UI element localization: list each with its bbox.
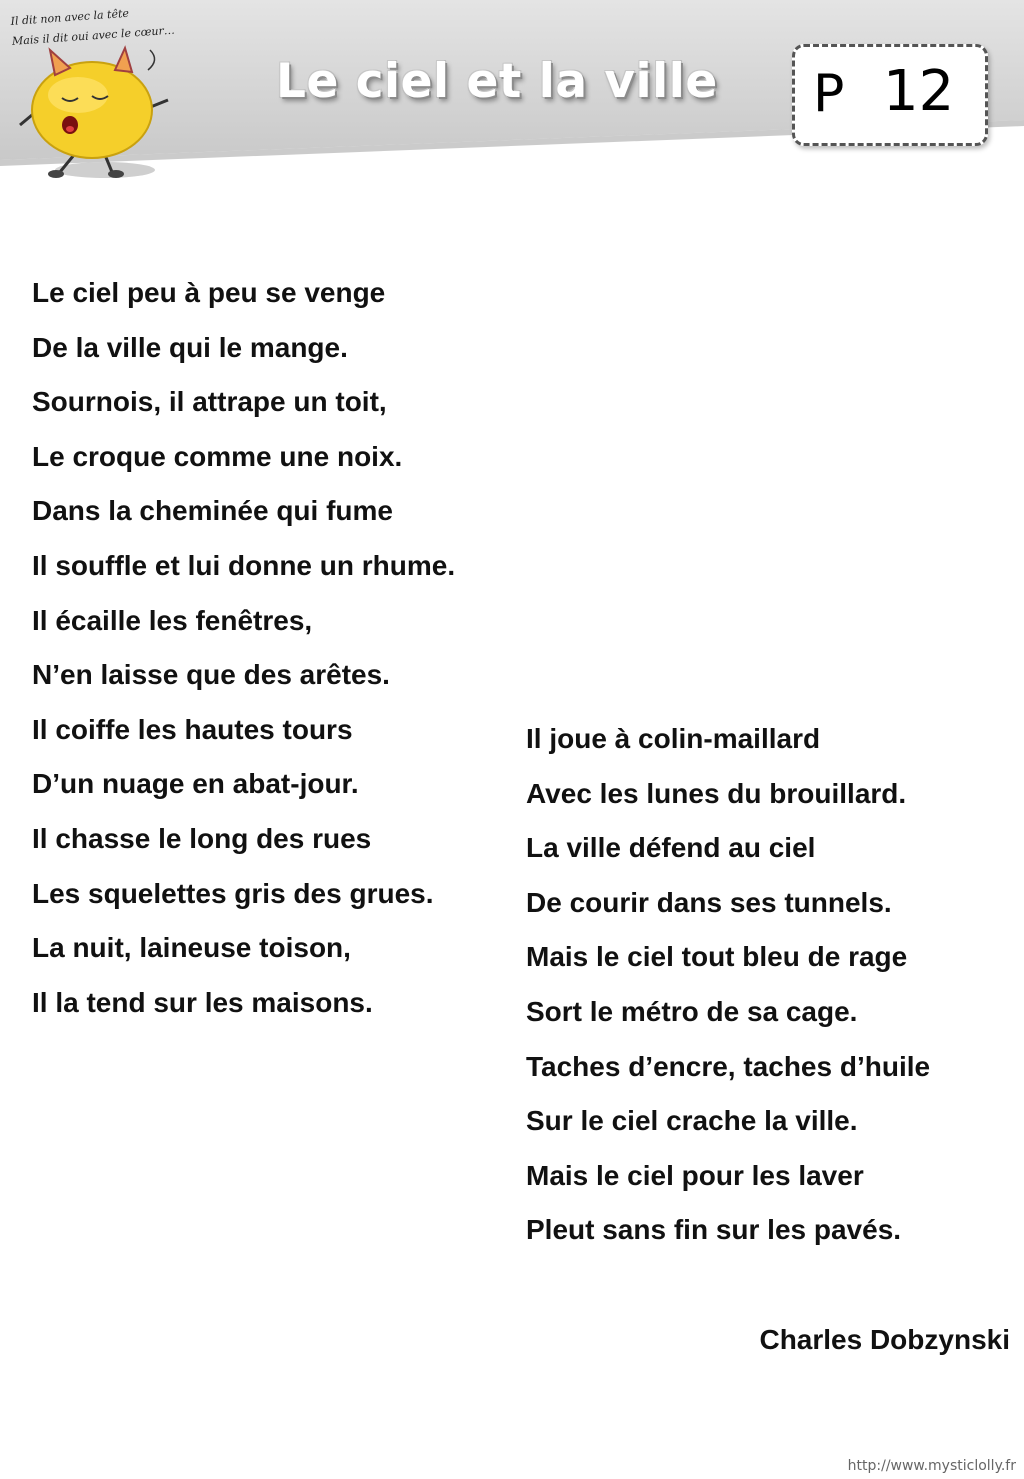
- poem-line: Pleut sans fin sur les pavés.: [526, 1214, 902, 1246]
- poem-left-column: [32, 266, 455, 1030]
- page-number: 12: [883, 59, 955, 124]
- poem-line: Le croque comme une noix.: [32, 440, 403, 472]
- poem-line: Il la tend sur les maisons.: [32, 986, 373, 1018]
- poem-line: N’en laisse que des arêtes.: [32, 659, 390, 691]
- poem-line: Il chasse le long des rues: [32, 822, 372, 854]
- poem-line: Mais le ciel pour les laver: [526, 1159, 864, 1191]
- poem-line: Dans la cheminée qui fume: [32, 495, 393, 527]
- poem-line: Avec les lunes du brouillard.: [526, 777, 907, 809]
- poem-line: Il écaille les fenêtres,: [32, 604, 313, 636]
- page-prefix: P: [813, 64, 845, 124]
- poem-right-column: [526, 712, 930, 1258]
- poem-line: Taches d’encre, taches d’huile: [526, 1050, 931, 1082]
- poem-line: Les squelettes gris des grues.: [32, 877, 434, 909]
- poem-line: Il coiffe les hautes tours: [32, 713, 353, 745]
- page-number-badge: [792, 44, 988, 146]
- page-title: Le ciel et la ville: [276, 54, 718, 109]
- poem-line: Mais le ciel tout bleu de rage: [526, 941, 908, 973]
- mascot-caption-line-2: Mais il dit oui avec le cœur…: [11, 23, 176, 48]
- poem-line: Il souffle et lui donne un rhume.: [32, 549, 456, 581]
- mascot: [0, 0, 200, 185]
- yellow-monster-mascot-icon: [0, 0, 200, 185]
- poem-line: Il joue à colin-maillard: [526, 723, 821, 754]
- poem-line: De la ville qui le mange.: [32, 331, 348, 363]
- poem-line: La ville défend au ciel: [526, 832, 816, 864]
- mascot-caption-line-1: Il dit non avec la tête: [10, 6, 130, 28]
- poem-line: Le ciel peu à peu se venge: [32, 277, 386, 308]
- poem-line: Sur le ciel crache la ville.: [526, 1105, 858, 1137]
- poem-line: Sort le métro de sa cage.: [526, 995, 858, 1027]
- poem-line: Sournois, il attrape un toit,: [32, 386, 387, 418]
- poem-line: La nuit, laineuse toison,: [32, 932, 351, 964]
- poem-line: D’un nuage en abat-jour.: [32, 768, 359, 800]
- poem-author: Charles Dobzynski: [759, 1324, 1010, 1355]
- poem-line: De courir dans ses tunnels.: [526, 886, 892, 918]
- footer-url: http://www.mysticlolly.fr: [847, 1458, 1016, 1474]
